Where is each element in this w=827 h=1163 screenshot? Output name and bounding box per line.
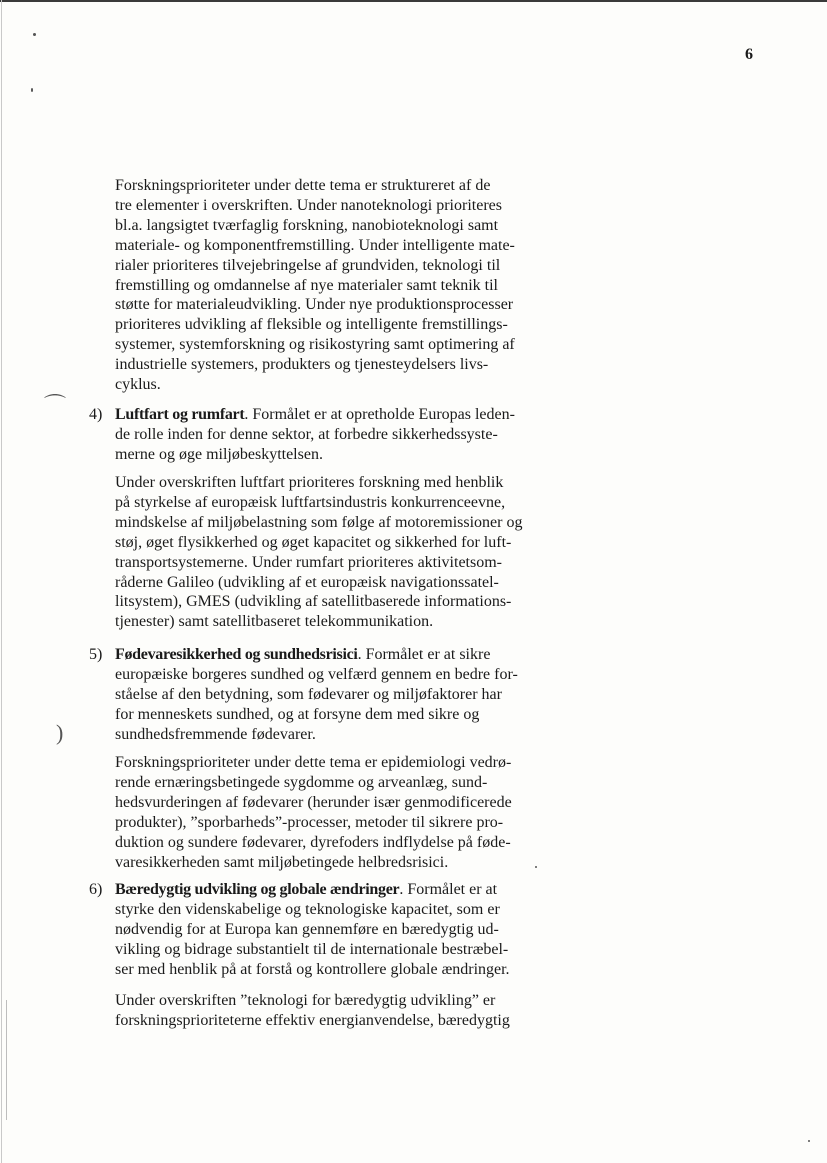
text-line: europæiske borgeres sundhed og velfærd gennem en bedre for- xyxy=(115,665,518,683)
text-line: mindskelse af miljøbelastning som følge af motoremissioner og xyxy=(115,513,523,531)
text-line: bl.a. langsigtet tværfaglig forskning, nanobioteknologi samt xyxy=(115,216,499,234)
text-line: Under overskriften luftfart prioriteres forskning med henblik xyxy=(115,474,504,491)
text-line: styrke den videnskabelige og teknologiske kapacitet, som er xyxy=(115,900,500,918)
text-line: tjenester) samt satellitbaseret telekommunikation. xyxy=(115,613,434,631)
list-item-food-safety xyxy=(115,645,518,745)
text-line: cyklus. xyxy=(115,376,161,394)
margin-bracket-mark: ⌒ xyxy=(44,393,67,418)
text-line: støtte for materialeudvikling. Under nye produktionsprocesser xyxy=(115,296,514,314)
text-line: fremstilling og omdannelse af nye materialer samt teknik til xyxy=(115,276,498,294)
scan-speck xyxy=(535,866,537,868)
text-line: litsystem), GMES (udvikling af satellitbaserede informations- xyxy=(115,593,512,611)
text-line xyxy=(115,645,518,665)
text-line: hedsvurderingen af fødevarer (herunder især genmodificerede xyxy=(115,793,512,811)
text-line: merne og øge miljøbeskyttelsen. xyxy=(115,445,323,463)
text-line: sundhedsfremmende fødevarer. xyxy=(115,725,316,743)
paragraph-materials xyxy=(115,176,515,395)
list-item-number: 4) xyxy=(89,406,103,423)
text-line: rialer prioriteres tilvejebringelse af grundviden, teknologi til xyxy=(115,256,501,274)
paragraph-food-safety xyxy=(115,753,512,872)
text-run: . Formålet er at opretholde Europas leden- xyxy=(244,406,515,423)
margin-bracket-mark: ) xyxy=(56,720,64,745)
text-line: materiale- og komponentfremstilling. Under intelligente mate- xyxy=(115,236,515,254)
text-line: tre elementer i overskriften. Under nanoteknologi prioriteres xyxy=(115,196,502,214)
list-item-sustainable-development xyxy=(115,880,510,980)
text-run: . Formålet er at xyxy=(399,881,498,898)
text-run: . Formålet er at sikre xyxy=(357,646,491,663)
scan-speck xyxy=(31,88,33,92)
list-item-title: Fødevaresikkerhed og sundhedsrisici xyxy=(115,646,358,663)
text-line: systemer, systemforskning og risikostyring samt optimering af xyxy=(115,336,515,354)
text-line: støj, øget flysikkerhed og øget kapacitet og sikkerhed for luft- xyxy=(115,533,512,551)
list-item-number: 5) xyxy=(89,646,103,663)
text-line xyxy=(115,880,510,900)
text-line: på styrkelse af europæisk luftfartsindustris konkurrenceevne, xyxy=(115,493,506,511)
text-line: Forskningsprioriteter under dette tema er struktureret af de xyxy=(115,177,491,194)
text-line: rende ernæringsbetingede sygdomme og arveanlæg, sund- xyxy=(115,773,488,791)
text-line xyxy=(115,405,515,425)
text-line: vikling og bidrage substantielt til de internationale bestræbel- xyxy=(115,940,509,958)
scan-speck xyxy=(33,33,36,36)
text-line: duktion og sundere fødevarer, dyrefoders indflydelse på føde- xyxy=(115,833,511,851)
text-line: varesikkerheden samt miljøbetingede helbredsrisici. xyxy=(115,853,449,871)
list-item-title: Bæredygtig udvikling og globale ændringer xyxy=(115,881,400,898)
paragraph-sustainable-technology xyxy=(115,991,510,1031)
text-line: prioriteres udvikling af fleksible og intelligente fremstillings- xyxy=(115,316,508,334)
text-line: de rolle inden for denne sektor, at forbedre sikkerhedssyste- xyxy=(115,425,498,443)
text-line: for menneskets sundhed, og at forsyne dem med sikre og xyxy=(115,705,480,723)
text-line: Forskningsprioriteter under dette tema er epidemiologi vedrø- xyxy=(115,754,512,771)
scan-left-edge xyxy=(1,0,2,1163)
list-item-aeronautics xyxy=(115,405,515,465)
text-line: ståelse af den betydning, som fødevarer og miljøfaktorer har xyxy=(115,685,502,703)
scan-left-edge-lower xyxy=(6,1000,7,1120)
text-line: transportsystemerne. Under rumfart prioriteres aktivitetsom- xyxy=(115,553,502,571)
text-line: ser med henblik på at forstå og kontrollere globale ændringer. xyxy=(115,960,510,978)
text-line: forskningsprioriteterne effektiv energianvendelse, bæredygtig xyxy=(115,1011,510,1029)
text-line: nødvendig for at Europa kan gennemføre en bæredygtig ud- xyxy=(115,920,499,938)
text-line: råderne Galileo (udvikling af et europæisk navigationssatel- xyxy=(115,573,499,591)
paragraph-aeronautics xyxy=(115,473,522,632)
scan-top-edge xyxy=(0,0,827,2)
scan-speck xyxy=(808,1140,810,1142)
text-line: Under overskriften ”teknologi for bæredygtig udvikling” er xyxy=(115,992,496,1009)
page-number: 6 xyxy=(745,46,753,63)
text-line: industrielle systemers, produkters og tjenesteydelsers livs- xyxy=(115,356,489,374)
text-line: produkter), ”sporbarheds”-processer, metoder til sikrere pro- xyxy=(115,813,504,831)
list-item-number: 6) xyxy=(89,881,103,898)
list-item-title: Luftfart og rumfart xyxy=(115,406,245,423)
